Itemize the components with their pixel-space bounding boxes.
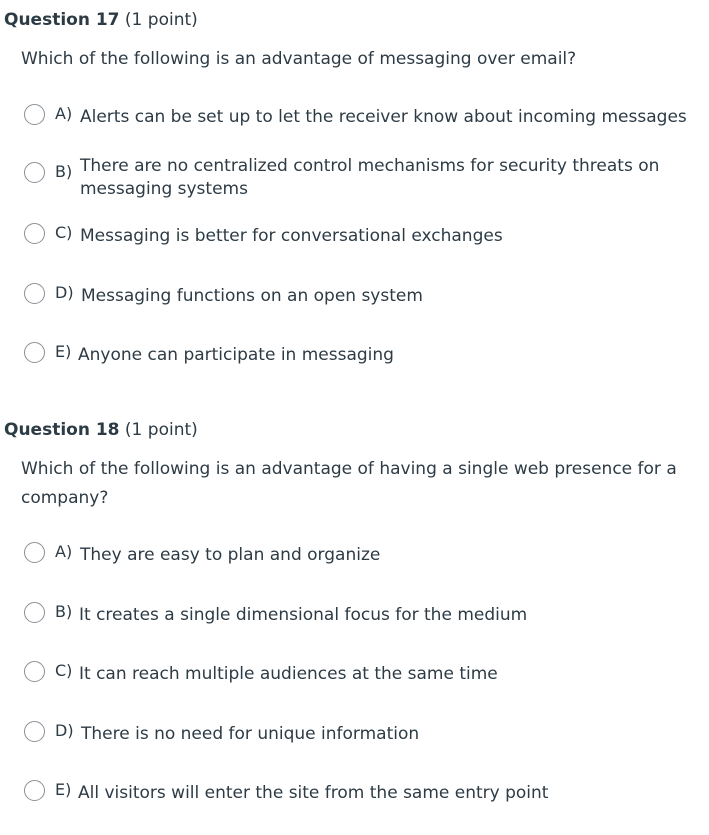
- answer-option[interactable]: [24, 281, 704, 321]
- answer-text: Alerts can be set up to let the receiver know about incoming messages: [80, 107, 687, 127]
- answer-text: It creates a single dimensional focus for the medium: [79, 605, 528, 625]
- answer-text: All visitors will enter the site from the same entry point: [78, 783, 549, 803]
- answer-option[interactable]: [24, 155, 704, 199]
- answer-text: It can reach multiple audiences at the same time: [79, 664, 498, 684]
- answer-option[interactable]: [24, 102, 704, 142]
- question-points: (1 point): [124, 420, 198, 440]
- answer-letter: B): [55, 602, 73, 621]
- answer-letter: A): [55, 542, 73, 561]
- answer-letter: D): [55, 721, 74, 740]
- radio-button[interactable]: [24, 342, 45, 363]
- answer-option[interactable]: [24, 540, 704, 580]
- answer-text: Messaging functions on an open system: [81, 286, 423, 306]
- radio-button[interactable]: [24, 162, 45, 183]
- answer-text: Messaging is better for conversational exchanges: [80, 226, 503, 246]
- answer-option[interactable]: [24, 340, 704, 380]
- radio-button[interactable]: [24, 661, 45, 682]
- question-18-header: [4, 420, 198, 440]
- answer-option[interactable]: [24, 600, 704, 640]
- question-17-header: [4, 10, 198, 30]
- answer-letter: A): [55, 104, 73, 123]
- answer-option[interactable]: [24, 221, 704, 261]
- answer-text: There is no need for unique information: [81, 724, 420, 744]
- answer-option[interactable]: [24, 659, 704, 699]
- answer-text: There are no centralized control mechanisms for security threats on: [80, 156, 660, 176]
- question-18-text: Which of the following is an advantage of having a single web presence for a company?: [21, 459, 677, 508]
- answer-letter: C): [55, 223, 73, 242]
- answer-option[interactable]: [24, 719, 704, 759]
- answer-letter: C): [55, 661, 73, 680]
- radio-button[interactable]: [24, 721, 45, 742]
- radio-button[interactable]: [24, 104, 45, 125]
- answer-letter: D): [55, 283, 74, 302]
- answer-text-line2: messaging systems: [80, 179, 248, 199]
- question-title: Question 17: [4, 10, 120, 30]
- radio-button[interactable]: [24, 542, 45, 563]
- question-points: (1 point): [124, 10, 198, 30]
- radio-button[interactable]: [24, 223, 45, 244]
- answer-letter: E): [55, 780, 72, 799]
- radio-button[interactable]: [24, 602, 45, 623]
- answer-letter: E): [55, 342, 72, 361]
- answer-text: Anyone can participate in messaging: [78, 345, 394, 365]
- answer-letter: B): [55, 162, 73, 181]
- radio-button[interactable]: [24, 283, 45, 304]
- radio-button[interactable]: [24, 780, 45, 801]
- question-title: Question 18: [4, 420, 120, 440]
- question-17-text: Which of the following is an advantage of messaging over email?: [21, 49, 577, 69]
- answer-text: They are easy to plan and organize: [80, 545, 381, 565]
- answer-option[interactable]: [24, 778, 704, 818]
